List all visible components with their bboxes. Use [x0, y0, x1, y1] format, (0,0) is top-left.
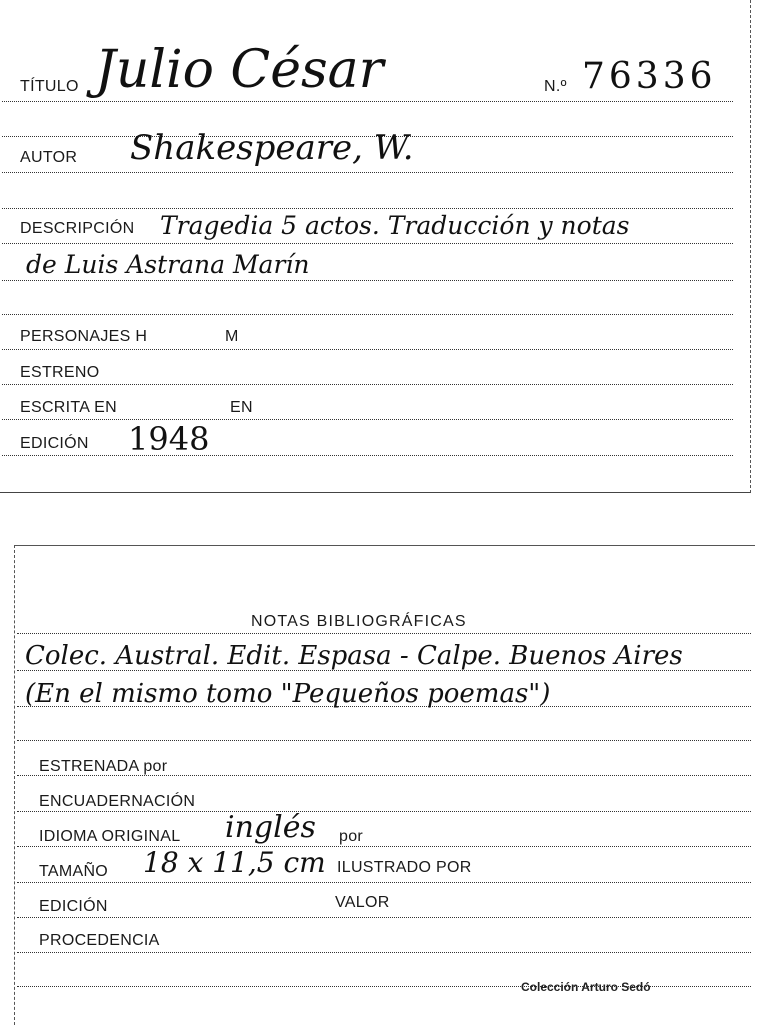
rule	[17, 917, 751, 918]
tamano-label: TAMAÑO	[39, 863, 109, 880]
procedencia-label: PROCEDENCIA	[39, 932, 160, 949]
rule	[17, 811, 751, 812]
personajes-label: PERSONAJES H	[20, 328, 148, 345]
rule	[17, 846, 751, 847]
autor-label: AUTOR	[20, 149, 78, 166]
notas-line1: Colec. Austral. Edit. Espasa - Calpe. Buenos Aires	[25, 641, 683, 671]
rule	[17, 633, 751, 634]
titulo-value: Julio César	[95, 40, 384, 100]
numero-value: 76336	[582, 56, 717, 97]
en-label: EN	[230, 399, 253, 416]
valor-label: VALOR	[335, 894, 390, 911]
rule	[17, 952, 751, 953]
rule	[17, 740, 751, 741]
catalog-card-front	[0, 0, 751, 493]
idioma-value: inglés	[225, 810, 316, 845]
encuadernacion-label: ENCUADERNACIÓN	[39, 793, 196, 810]
rule	[2, 314, 733, 315]
escrita-label: ESCRITA EN	[20, 399, 117, 416]
rule	[2, 172, 733, 173]
rule	[2, 101, 733, 102]
idioma-por-label: por	[339, 828, 364, 845]
rule	[2, 349, 733, 350]
personajes-m-label: M	[225, 328, 239, 345]
edicion-value: 1948	[128, 420, 210, 458]
rule	[2, 419, 733, 420]
estrenada-label: ESTRENADA por	[39, 758, 168, 775]
rule	[2, 243, 733, 244]
rule	[2, 384, 733, 385]
descripcion-line2: de Luis Astrana Marín	[26, 250, 310, 279]
descripcion-line1: Tragedia 5 actos. Traducción y notas	[160, 211, 630, 240]
edicion-back-label: EDICIÓN	[39, 898, 108, 915]
collection-stamp: Colección Arturo Sedó	[521, 980, 651, 994]
descripcion-label: DESCRIPCIÓN	[20, 220, 135, 237]
ilustrado-label: ILUSTRADO POR	[337, 859, 472, 876]
rule	[2, 208, 733, 209]
rule	[17, 882, 751, 883]
numero-label: N.º	[544, 78, 567, 95]
catalog-card-back	[14, 545, 755, 1025]
estreno-label: ESTRENO	[20, 364, 100, 381]
notas-line2: (En el mismo tomo "Pequeños poemas")	[25, 679, 551, 709]
edicion-label: EDICIÓN	[20, 435, 89, 452]
idioma-label: IDIOMA ORIGINAL	[39, 828, 181, 845]
notas-heading: NOTAS BIBLIOGRÁFICAS	[251, 613, 467, 630]
rule	[2, 280, 733, 281]
tamano-value: 18 x 11,5 cm	[143, 846, 326, 879]
titulo-label: TÍTULO	[20, 78, 79, 95]
autor-value: Shakespeare, W.	[130, 128, 414, 168]
rule	[2, 455, 733, 456]
